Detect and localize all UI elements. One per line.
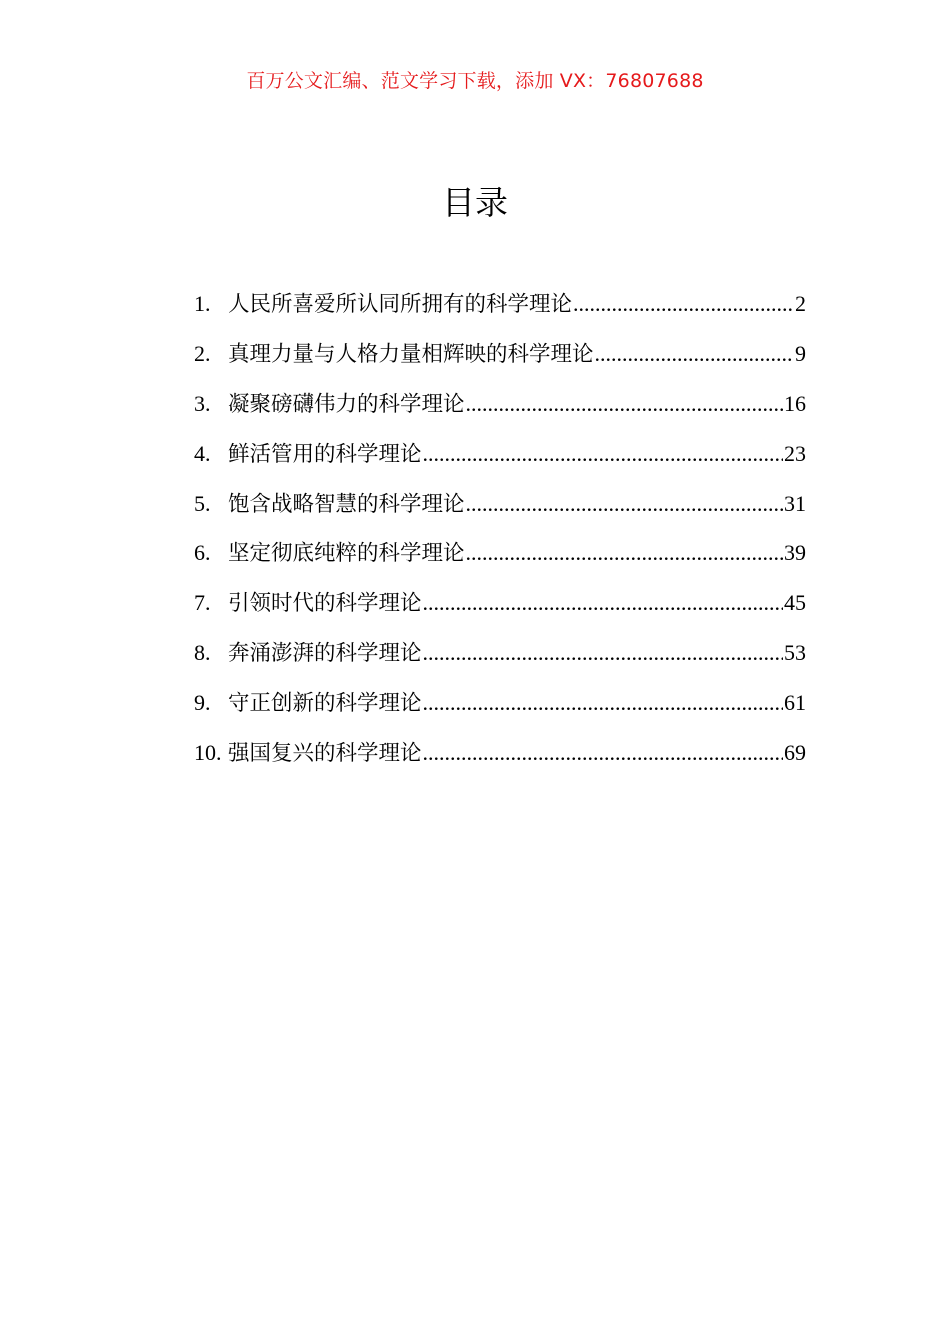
toc-entry-page: 9 bbox=[795, 340, 806, 366]
toc-entry[interactable] bbox=[194, 329, 806, 379]
toc-entry-page: 53 bbox=[784, 640, 806, 666]
toc-entry-title: 守正创新的科学理论 bbox=[228, 691, 422, 717]
toc-entry-number: 7. bbox=[194, 590, 211, 616]
toc-entry-title: 凝聚磅礴伟力的科学理论 bbox=[228, 391, 465, 417]
toc-entry-number: 6. bbox=[194, 540, 211, 566]
toc-entry[interactable] bbox=[194, 429, 806, 479]
toc-entry-page: 39 bbox=[784, 540, 806, 566]
toc-dot-leader bbox=[423, 578, 783, 628]
toc-entry-number: 9. bbox=[194, 690, 211, 716]
toc-dot-leader bbox=[466, 379, 783, 429]
toc-entry[interactable] bbox=[194, 628, 806, 678]
toc-entry-number: 1. bbox=[194, 291, 211, 316]
toc-entry-title: 坚定彻底纯粹的科学理论 bbox=[228, 541, 465, 567]
header-watermark-note: 百万公文汇编、范文学习下载，添加 VX：76807688 bbox=[246, 70, 704, 92]
toc-entry[interactable] bbox=[194, 379, 806, 429]
toc-entry-page: 45 bbox=[784, 590, 806, 616]
toc-entry-page: 16 bbox=[784, 390, 806, 416]
toc-entry-number: 10. bbox=[194, 740, 222, 766]
toc-entry[interactable] bbox=[194, 578, 806, 628]
toc-entry-number: 2. bbox=[194, 340, 211, 366]
toc-title: 目录 bbox=[442, 183, 508, 222]
toc-entry-page: 31 bbox=[784, 490, 806, 516]
toc-entry-title: 强国复兴的科学理论 bbox=[228, 741, 422, 767]
toc-entry[interactable] bbox=[194, 479, 806, 529]
toc-entry-title: 人民所喜爱所认同所拥有的科学理论 bbox=[228, 292, 573, 317]
toc-entry-number: 4. bbox=[194, 440, 211, 466]
toc-dot-leader bbox=[595, 329, 794, 379]
toc-entry-number: 5. bbox=[194, 490, 211, 516]
toc-dot-leader bbox=[466, 528, 783, 578]
toc-dot-leader bbox=[423, 628, 783, 678]
toc-dot-leader bbox=[466, 479, 783, 529]
toc-entry[interactable] bbox=[194, 528, 806, 578]
toc-entry-title: 引领时代的科学理论 bbox=[228, 591, 422, 617]
toc-dot-leader bbox=[573, 279, 794, 329]
table-of-contents bbox=[194, 279, 806, 778]
toc-entry-number: 8. bbox=[194, 640, 211, 666]
toc-entry-page: 23 bbox=[784, 440, 806, 466]
toc-entry-page: 69 bbox=[784, 740, 806, 766]
toc-entry-page: 61 bbox=[784, 690, 806, 716]
toc-entry[interactable] bbox=[194, 678, 806, 728]
toc-dot-leader bbox=[423, 728, 783, 778]
toc-entry-title: 饱含战略智慧的科学理论 bbox=[228, 491, 465, 517]
toc-entry-number: 3. bbox=[194, 390, 211, 416]
toc-entry[interactable] bbox=[194, 279, 806, 329]
toc-entry-title: 真理力量与人格力量相辉映的科学理论 bbox=[228, 341, 594, 367]
toc-dot-leader bbox=[423, 429, 783, 479]
toc-dot-leader bbox=[423, 678, 783, 728]
toc-entry-page: 2 bbox=[795, 291, 806, 316]
toc-entry-title: 鲜活管用的科学理论 bbox=[228, 441, 422, 467]
toc-entry[interactable] bbox=[194, 728, 806, 778]
toc-entry-title: 奔涌澎湃的科学理论 bbox=[228, 641, 422, 667]
